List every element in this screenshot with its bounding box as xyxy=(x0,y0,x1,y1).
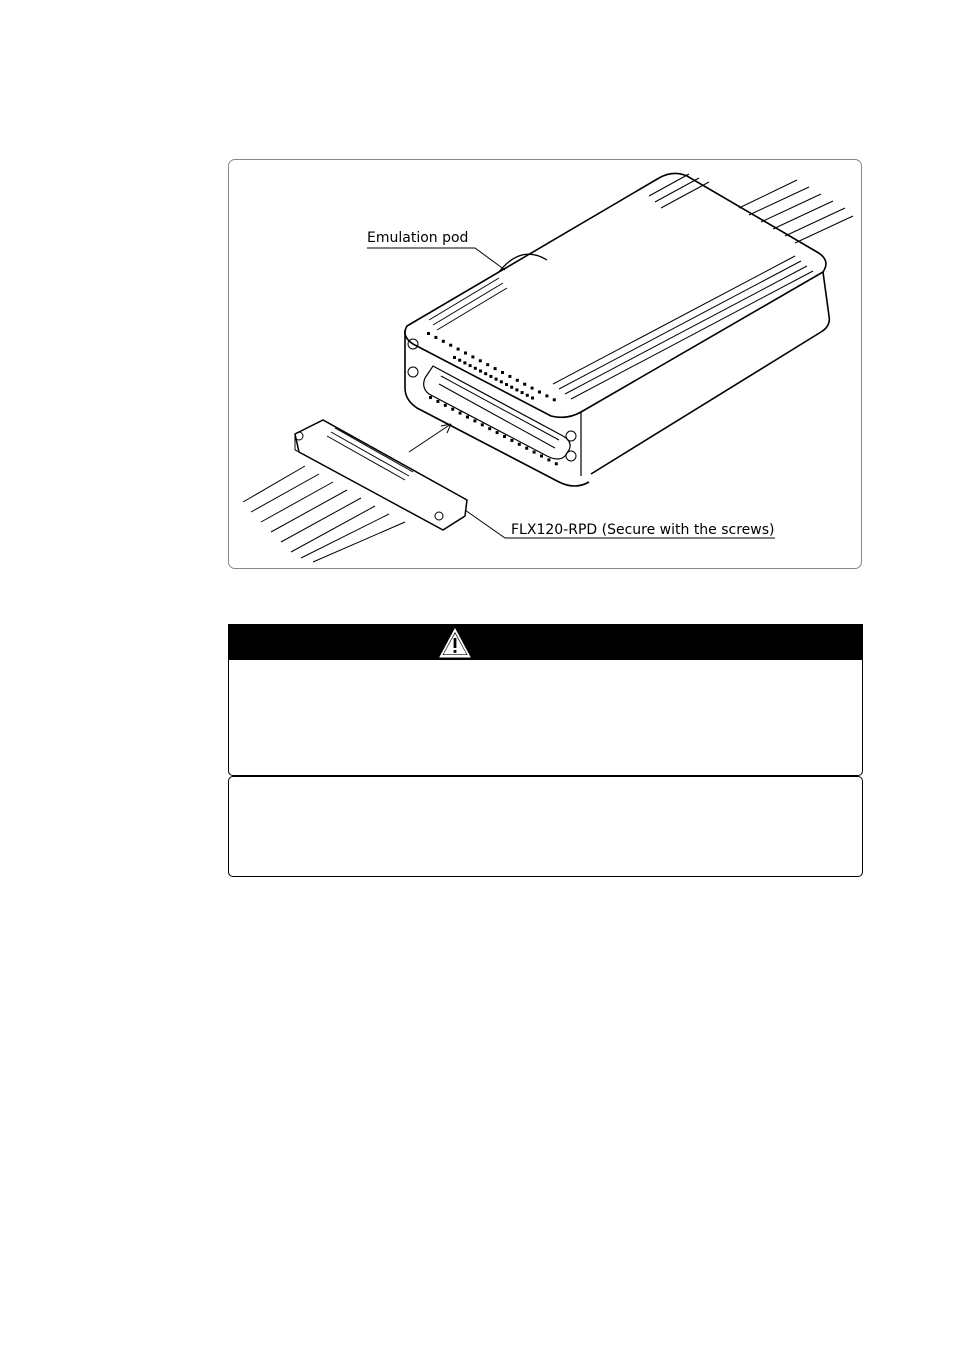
pod-indicator-dot xyxy=(523,383,526,386)
pod-indicator-dot xyxy=(547,458,550,461)
pod-indicator-dot xyxy=(486,363,489,366)
pod-indicator-dot xyxy=(459,412,462,415)
pod-indicator-dot xyxy=(508,375,511,378)
warning-body-1 xyxy=(228,659,863,776)
pod-indicator-dot xyxy=(553,398,556,401)
pod-indicator-dot xyxy=(453,356,456,359)
pod-indicator-dot xyxy=(473,419,476,422)
pod-indicator-dot xyxy=(474,367,477,370)
pod-indicator-dot xyxy=(503,435,506,438)
pod-indicator-dot xyxy=(442,340,445,343)
pod-indicator-dot xyxy=(457,348,460,351)
pod-indicator-dot xyxy=(427,332,430,335)
pod-indicator-dot xyxy=(449,344,452,347)
pod-indicator-dot xyxy=(533,451,536,454)
pod-indicator-dot xyxy=(538,391,541,394)
flx120-rpd-label: FLX120-RPD (Secure with the screws) xyxy=(511,522,775,538)
pod-indicator-dot xyxy=(481,423,484,426)
pod-indicator-dot xyxy=(505,383,508,386)
pod-indicator-dot xyxy=(464,352,467,355)
pod-indicator-dot xyxy=(518,443,521,446)
pod-indicator-dot xyxy=(451,408,454,411)
pod-indicator-dot xyxy=(510,386,513,389)
pod-indicator-dot xyxy=(484,372,487,375)
pod-indicator-dot xyxy=(444,404,447,407)
pod-indicator-dot xyxy=(479,359,482,362)
pod-indicator-dot xyxy=(463,361,466,364)
emulation-pod-illustration xyxy=(229,160,863,570)
pod-indicator-dot xyxy=(436,400,439,403)
pod-indicator-dot xyxy=(526,394,529,397)
pod-indicator-dot xyxy=(531,387,534,390)
pod-indicator-dot xyxy=(488,427,491,430)
pod-indicator-dot xyxy=(494,367,497,370)
pod-indicator-dot xyxy=(469,364,472,367)
figure-frame xyxy=(228,159,862,569)
pod-indicator-dot xyxy=(434,336,437,339)
warning-body-2 xyxy=(228,776,863,877)
pod-indicator-dot xyxy=(495,378,498,381)
pod-indicator-dot xyxy=(479,370,482,373)
warning-triangle-icon xyxy=(438,626,472,660)
pod-indicator-dot xyxy=(429,396,432,399)
pod-indicator-dot xyxy=(525,447,528,450)
pod-indicator-dot xyxy=(496,431,499,434)
pod-indicator-dot xyxy=(515,388,518,391)
pod-indicator-dot xyxy=(555,462,558,465)
pod-indicator-dot xyxy=(510,439,513,442)
warning-header xyxy=(228,624,863,660)
pod-indicator-dot xyxy=(471,355,474,358)
pod-indicator-dot xyxy=(531,397,534,400)
pod-indicator-dot xyxy=(540,455,543,458)
pod-indicator-dot xyxy=(501,371,504,374)
pod-indicator-dot xyxy=(521,391,524,394)
pod-indicator-dot xyxy=(458,359,461,362)
pod-indicator-dot xyxy=(489,375,492,378)
pod-indicator-dot xyxy=(516,379,519,382)
pod-indicator-dot xyxy=(466,416,469,419)
emulation-pod-label: Emulation pod xyxy=(367,230,469,246)
pod-indicator-dot xyxy=(500,380,503,383)
pod-indicator-dot xyxy=(545,394,548,397)
